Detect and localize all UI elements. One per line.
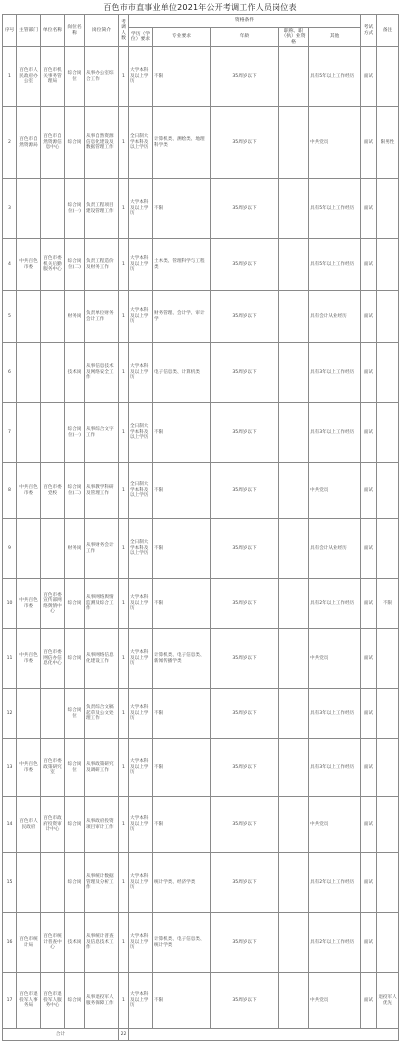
cell-major: 不限 (153, 689, 211, 739)
col-unit-name: 单位名称 (41, 15, 65, 47)
cell-org (17, 403, 41, 463)
cell-count: 1 (119, 107, 129, 179)
cell-note (377, 179, 399, 239)
page-title: 百色市市直事业单位2021年公开考调工作人员岗位表 (103, 3, 297, 12)
cell-org (17, 343, 41, 403)
cell-title-req (279, 291, 309, 343)
cell-org: 百色市退役军人事务局 (17, 973, 41, 1029)
cell-exam: 面试 (361, 739, 377, 797)
cell-age: 35周岁以下 (211, 739, 279, 797)
cell-major: 电子信息类、计算机类 (153, 343, 211, 403)
cell-education: 大学本科及以上学历 (129, 343, 153, 403)
cell-note: 退役军人优先 (377, 973, 399, 1029)
table-row (3, 519, 399, 579)
cell-no: 11 (3, 629, 17, 689)
cell-no: 14 (3, 797, 17, 853)
col-exam: 考试方式 (361, 15, 377, 47)
table-row (3, 797, 399, 853)
cell-major: 不限 (153, 179, 211, 239)
cell-org (17, 179, 41, 239)
cell-age: 35周岁以下 (211, 239, 279, 291)
cell-desc: 从事政府投资项目审计工作 (85, 797, 119, 853)
cell-title-req (279, 913, 309, 973)
cell-post: 综合岗位(一) (65, 179, 85, 239)
table-header-row (3, 15, 399, 28)
cell-unit (41, 689, 65, 739)
cell-unit: 百色市政府投资审计中心 (41, 797, 65, 853)
cell-no: 5 (3, 291, 17, 343)
cell-title-req (279, 973, 309, 1029)
footer-blank (129, 1029, 399, 1041)
cell-no: 7 (3, 403, 17, 463)
table-row (3, 739, 399, 797)
positions-table (2, 14, 399, 1041)
cell-exam: 面试 (361, 689, 377, 739)
cell-post: 财务岗 (65, 519, 85, 579)
cell-major: 计算机类、测绘类、地理科学类 (153, 107, 211, 179)
cell-age: 35周岁以下 (211, 291, 279, 343)
cell-count: 1 (119, 739, 129, 797)
cell-title-req (279, 239, 309, 291)
cell-exam: 面试 (361, 239, 377, 291)
cell-unit (41, 853, 65, 913)
cell-education: 大学本科及以上学历 (129, 973, 153, 1029)
table-row (3, 853, 399, 913)
cell-unit: 百色市统计普查中心 (41, 913, 65, 973)
table-row (3, 403, 399, 463)
cell-org (17, 291, 41, 343)
cell-count: 1 (119, 343, 129, 403)
cell-note (377, 239, 399, 291)
footer-label: 合计 (3, 1029, 119, 1041)
cell-desc: 负责工程项目建设管理工作 (85, 179, 119, 239)
cell-org (17, 853, 41, 913)
cell-age: 35周岁以下 (211, 403, 279, 463)
cell-other: 具有3年以上工作经历 (309, 689, 361, 739)
cell-age: 35周岁以下 (211, 179, 279, 239)
cell-age: 35周岁以下 (211, 913, 279, 973)
col-major: 专业要求 (153, 28, 211, 47)
cell-exam: 面试 (361, 291, 377, 343)
cell-major: 财务管理、会计学、审计学 (153, 291, 211, 343)
cell-age: 35周岁以下 (211, 47, 279, 107)
cell-unit (41, 291, 65, 343)
cell-note (377, 629, 399, 689)
col-post: 岗位名称 (65, 15, 85, 47)
table-footer-row (3, 1029, 399, 1041)
cell-education: 全日制大学本科及以上学历 (129, 463, 153, 519)
cell-note (377, 739, 399, 797)
cell-education: 全日制大学本科及以上学历 (129, 519, 153, 579)
col-count: 考调人数 (119, 15, 129, 47)
cell-desc: 负责单位财务会计工作 (85, 291, 119, 343)
cell-education: 大学本科及以上学历 (129, 739, 153, 797)
cell-post: 综合岗位 (65, 689, 85, 739)
cell-other: 具有会计从业经历 (309, 291, 361, 343)
cell-note (377, 291, 399, 343)
cell-title-req (279, 629, 309, 689)
cell-desc: 从事教学科研及管理工作 (85, 463, 119, 519)
cell-unit (41, 519, 65, 579)
cell-exam: 面试 (361, 179, 377, 239)
cell-count: 1 (119, 579, 129, 629)
col-note: 备注 (377, 15, 399, 47)
cell-education: 大学本科及以上学历 (129, 179, 153, 239)
cell-count: 1 (119, 973, 129, 1029)
cell-education: 大学本科及以上学历 (129, 291, 153, 343)
cell-no: 4 (3, 239, 17, 291)
cell-title-req (279, 689, 309, 739)
cell-count: 1 (119, 853, 129, 913)
cell-desc: 从事办公室综合工作 (85, 47, 119, 107)
cell-other: 中共党员 (309, 463, 361, 519)
cell-other: 具有5年以上工作经历 (309, 47, 361, 107)
cell-major: 不限 (153, 403, 211, 463)
cell-exam: 面试 (361, 579, 377, 629)
cell-other: 具有3年以上工作经历 (309, 343, 361, 403)
cell-education: 大学本科及以上学历 (129, 579, 153, 629)
cell-post: 综合岗 (65, 629, 85, 689)
cell-note (377, 519, 399, 579)
cell-age: 35周岁以下 (211, 797, 279, 853)
cell-note (377, 463, 399, 519)
cell-major: 不限 (153, 463, 211, 519)
cell-note (377, 689, 399, 739)
cell-age: 35周岁以下 (211, 973, 279, 1029)
cell-org: 中共百色市委 (17, 239, 41, 291)
cell-count: 1 (119, 519, 129, 579)
table-row (3, 973, 399, 1029)
cell-exam: 面试 (361, 853, 377, 913)
cell-desc: 从事综合文字工作 (85, 403, 119, 463)
cell-unit: 百色市委网信办信息化中心 (41, 629, 65, 689)
col-other: 其他 (309, 28, 361, 47)
cell-major: 不限 (153, 47, 211, 107)
cell-no: 12 (3, 689, 17, 739)
cell-post: 综合岗 (65, 973, 85, 1029)
cell-title-req (279, 797, 309, 853)
cell-education: 全日制大学本科及以上学历 (129, 403, 153, 463)
cell-org: 中共百色市委 (17, 463, 41, 519)
cell-count: 1 (119, 239, 129, 291)
cell-major: 不限 (153, 739, 211, 797)
cell-age: 35周岁以下 (211, 579, 279, 629)
cell-org: 中共百色市委 (17, 629, 41, 689)
cell-unit: 百色市自然资源信息中心 (41, 107, 65, 179)
cell-other: 具有2年以上工作经历 (309, 913, 361, 973)
cell-exam: 面试 (361, 47, 377, 107)
cell-no: 6 (3, 343, 17, 403)
cell-title-req (279, 403, 309, 463)
cell-other: 具有会计从业经历 (309, 519, 361, 579)
col-education: 学历（学位）要求 (129, 28, 153, 47)
cell-unit: 百色市委宣传部网络舆情中心 (41, 579, 65, 629)
cell-org: 百色市人民政府 (17, 797, 41, 853)
cell-education: 大学本科及以上学历 (129, 239, 153, 291)
cell-desc: 负责工程造价及财务工作 (85, 239, 119, 291)
cell-other: 具有5年以上工作经历 (309, 239, 361, 291)
cell-title-req (279, 107, 309, 179)
cell-count: 1 (119, 689, 129, 739)
cell-count: 1 (119, 47, 129, 107)
col-title-req: 职称、职（执）业资格 (279, 28, 309, 47)
cell-post: 综合岗位 (65, 739, 85, 797)
table-row (3, 239, 399, 291)
cell-education: 大学本科及以上学历 (129, 853, 153, 913)
cell-education: 大学本科及以上学历 (129, 629, 153, 689)
cell-exam: 面试 (361, 913, 377, 973)
cell-no: 10 (3, 579, 17, 629)
cell-count: 1 (119, 463, 129, 519)
cell-other: 中共党员 (309, 629, 361, 689)
cell-desc: 从事统计普查及信息技术工作 (85, 913, 119, 973)
cell-org: 中共百色市委 (17, 579, 41, 629)
cell-exam: 面试 (361, 343, 377, 403)
cell-no: 2 (3, 107, 17, 179)
cell-post: 综合岗位(二) (65, 463, 85, 519)
cell-major: 统计学类、经济学类 (153, 853, 211, 913)
cell-major: 不限 (153, 579, 211, 629)
cell-unit: 百色市退役军人服务中心 (41, 973, 65, 1029)
cell-desc: 从事网络舆情监测及综合工作 (85, 579, 119, 629)
table-row (3, 579, 399, 629)
cell-major: 计算机类、电子信息类、新闻传播学类 (153, 629, 211, 689)
table-row (3, 629, 399, 689)
cell-age: 35周岁以下 (211, 463, 279, 519)
cell-major: 土木类、管理科学与工程类 (153, 239, 211, 291)
cell-unit: 百色市委机关后勤服务中心 (41, 239, 65, 291)
cell-other: 具有2年以上工作经历 (309, 579, 361, 629)
cell-unit (41, 403, 65, 463)
table-row (3, 179, 399, 239)
cell-desc: 从事自然资源信息化建设及数据管理工作 (85, 107, 119, 179)
cell-age: 35周岁以下 (211, 629, 279, 689)
cell-unit (41, 343, 65, 403)
cell-post: 财务岗 (65, 291, 85, 343)
cell-org: 百色市自然资源局 (17, 107, 41, 179)
cell-title-req (279, 463, 309, 519)
table-row (3, 107, 399, 179)
cell-education: 大学本科及以上学历 (129, 913, 153, 973)
cell-desc: 从事退役军人服务保障工作 (85, 973, 119, 1029)
cell-other: 具有3年以上工作经历 (309, 403, 361, 463)
cell-age: 35周岁以下 (211, 343, 279, 403)
cell-post: 技术岗 (65, 343, 85, 403)
cell-age: 35周岁以下 (211, 519, 279, 579)
cell-post: 综合岗 (65, 107, 85, 179)
cell-post: 综合岗位 (65, 47, 85, 107)
cell-note: 限男性 (377, 107, 399, 179)
cell-other: 具有3年以上工作经历 (309, 739, 361, 797)
cell-note (377, 797, 399, 853)
cell-unit: 百色市委党校 (41, 463, 65, 519)
cell-other: 中共党员 (309, 973, 361, 1029)
cell-title-req (279, 179, 309, 239)
cell-desc: 从事统计数据管理及分析工作 (85, 853, 119, 913)
cell-desc: 负责综合文稿起草及公文处理工作 (85, 689, 119, 739)
cell-no: 16 (3, 913, 17, 973)
cell-major: 不限 (153, 797, 211, 853)
cell-education: 全日制大学本科及以上学历 (129, 107, 153, 179)
cell-note (377, 913, 399, 973)
cell-org: 中共百色市委 (17, 739, 41, 797)
cell-no: 1 (3, 47, 17, 107)
cell-org: 百色市统计局 (17, 913, 41, 973)
cell-no: 15 (3, 853, 17, 913)
cell-post: 技术岗 (65, 913, 85, 973)
cell-desc: 从事政策研究及调研工作 (85, 739, 119, 797)
col-no: 序号 (3, 15, 17, 47)
cell-no: 17 (3, 973, 17, 1029)
cell-exam: 面试 (361, 973, 377, 1029)
col-post-desc: 岗位简介 (85, 15, 119, 47)
cell-title-req (279, 739, 309, 797)
cell-count: 1 (119, 291, 129, 343)
cell-title-req (279, 343, 309, 403)
cell-title-req (279, 853, 309, 913)
cell-desc: 从事网络信息化建设工作 (85, 629, 119, 689)
cell-note (377, 853, 399, 913)
cell-unit (41, 179, 65, 239)
table-row (3, 291, 399, 343)
table-row (3, 689, 399, 739)
cell-count: 1 (119, 629, 129, 689)
cell-education: 大学本科及以上学历 (129, 689, 153, 739)
cell-post: 综合岗位(一) (65, 403, 85, 463)
cell-note: 不限 (377, 579, 399, 629)
cell-note (377, 343, 399, 403)
cell-exam: 面试 (361, 519, 377, 579)
cell-exam: 面试 (361, 629, 377, 689)
cell-other: 具有2年以上工作经历 (309, 853, 361, 913)
cell-exam: 面试 (361, 797, 377, 853)
cell-post: 综合岗 (65, 797, 85, 853)
cell-age: 35周岁以下 (211, 853, 279, 913)
cell-desc: 从事信息技术及网络安全工作 (85, 343, 119, 403)
cell-post: 综合岗 (65, 853, 85, 913)
cell-age: 35周岁以下 (211, 689, 279, 739)
cell-desc: 从事财务会计工作 (85, 519, 119, 579)
cell-other: 中共党员 (309, 797, 361, 853)
table-row (3, 913, 399, 973)
cell-exam: 面试 (361, 107, 377, 179)
cell-post: 综合岗 (65, 579, 85, 629)
cell-org (17, 519, 41, 579)
cell-education: 大学本科及以上学历 (129, 47, 153, 107)
cell-unit: 百色市机关事务管理局 (41, 47, 65, 107)
table-row (3, 343, 399, 403)
cell-title-req (279, 47, 309, 107)
cell-other: 具有5年以上工作经历 (309, 179, 361, 239)
col-age: 年龄 (211, 28, 279, 47)
cell-count: 1 (119, 913, 129, 973)
cell-count: 1 (119, 403, 129, 463)
table-row (3, 463, 399, 519)
cell-title-req (279, 519, 309, 579)
table-row (3, 47, 399, 107)
cell-title-req (279, 579, 309, 629)
cell-major: 计算机类、电子信息类、统计学类 (153, 913, 211, 973)
cell-exam: 面试 (361, 403, 377, 463)
cell-count: 1 (119, 797, 129, 853)
cell-post: 综合岗位(二) (65, 239, 85, 291)
col-conditions: 资格条件 (129, 15, 361, 28)
cell-count: 1 (119, 179, 129, 239)
cell-other: 中共党员 (309, 107, 361, 179)
cell-exam: 面试 (361, 463, 377, 519)
cell-note (377, 403, 399, 463)
footer-total: 22 (119, 1029, 129, 1041)
cell-no: 13 (3, 739, 17, 797)
cell-major: 不限 (153, 973, 211, 1029)
cell-education: 大学本科及以上学历 (129, 797, 153, 853)
cell-unit: 百色市委政策研究室 (41, 739, 65, 797)
cell-org (17, 689, 41, 739)
cell-no: 8 (3, 463, 17, 519)
col-org: 主管部门 (17, 15, 41, 47)
cell-no: 3 (3, 179, 17, 239)
cell-note (377, 47, 399, 107)
cell-org: 百色市人民政府办公室 (17, 47, 41, 107)
cell-age: 35周岁以下 (211, 107, 279, 179)
cell-no: 9 (3, 519, 17, 579)
cell-major: 不限 (153, 519, 211, 579)
